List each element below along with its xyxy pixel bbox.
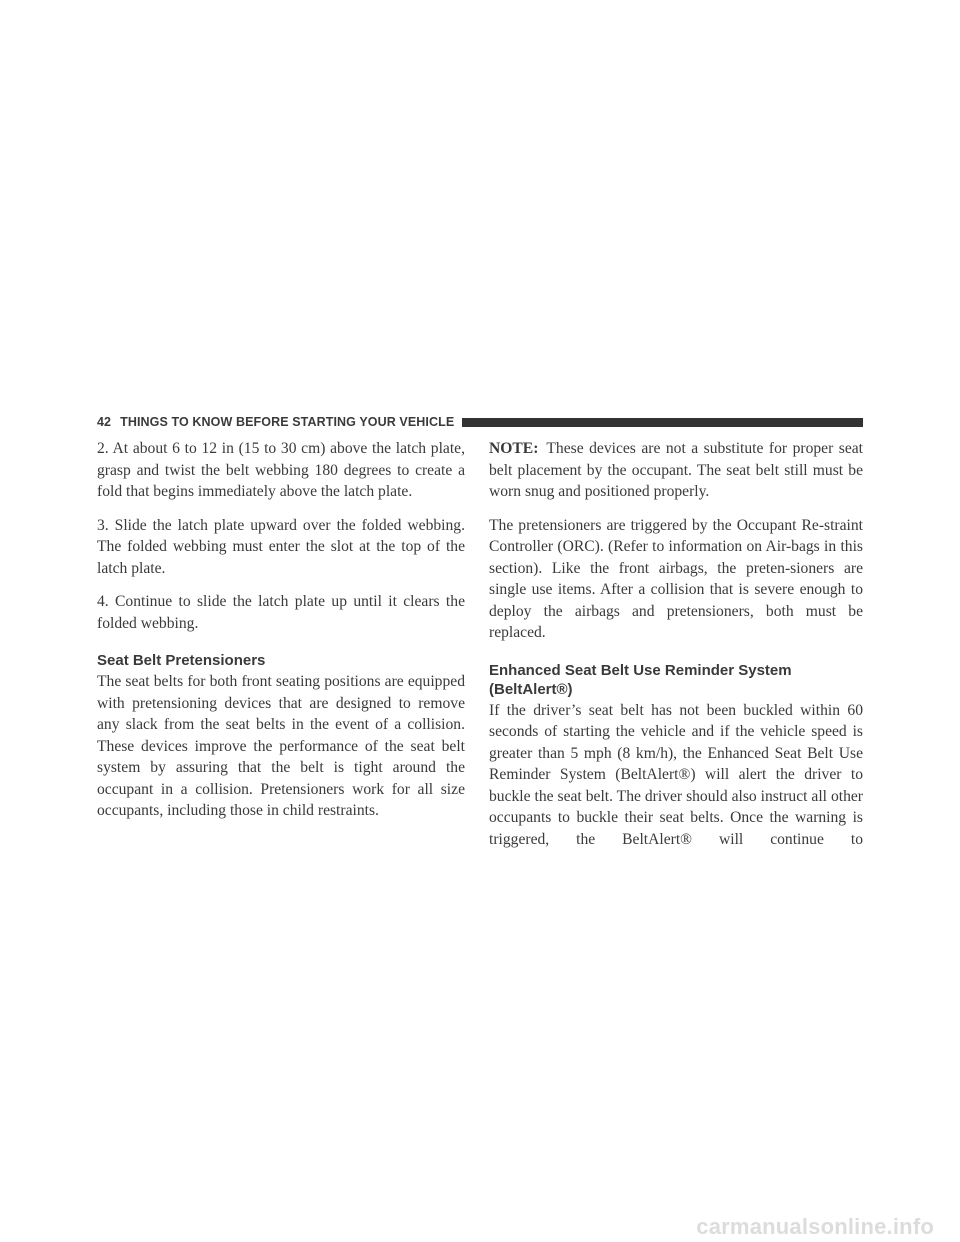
beltalert-heading xyxy=(489,661,863,699)
step-2-paragraph: 2. At about 6 to 12 in (15 to 30 cm) above the latch plate, grasp and twist the belt webbing 180 degrees to create a fold that begins immediately above the latch plate. xyxy=(97,440,465,500)
note-body: These devices are not a substitute for proper seat belt placement by the occupant. The seat belt still must be worn snug and positioned properly. xyxy=(489,440,863,500)
beltalert-heading-line1: Enhanced Seat Belt Use Reminder System xyxy=(489,661,792,679)
beltalert-body: If the driver’s seat belt has not been buckled within 60 seconds of starting the vehicle and if the vehicle speed is greater than 5 mph (8 km/h), the Enhanced Seat Belt Use Reminder System (BeltAlert®) will alert the driver to buckle the seat belt. The driver should also instruct all other occupants to buckle their seat belts. Once the warning is triggered, the BeltAlert® will continue to xyxy=(489,701,863,848)
note-label: NOTE: xyxy=(489,440,539,457)
section-title: THINGS TO KNOW BEFORE STARTING YOUR VEHICLE xyxy=(120,415,455,429)
page-header xyxy=(97,414,863,430)
watermark: carmanualsonline.info xyxy=(696,1214,934,1239)
beltalert-heading-line2: (BeltAlert®) xyxy=(489,680,573,698)
step-3-paragraph: 3. Slide the latch plate upward over the folded webbing. The folded webbing must enter the slot at the top of the latch plate. xyxy=(97,516,465,577)
header-rule xyxy=(462,418,863,427)
note-paragraph xyxy=(489,438,863,503)
right-column xyxy=(489,438,863,862)
step-4-paragraph: 4. Continue to slide the latch plate up until it clears the folded webbing. xyxy=(97,593,465,632)
pretensioner-trigger-paragraph: The pretensioners are triggered by the Occupant Re-straint Controller (ORC). (Refer to information on Air-bags in this section). Like the front airbags, the preten-sioners are single use items. After a collision that is severe enough to deploy the airbags and pretensioners, both must be replaced. xyxy=(489,516,863,641)
page-number: 42 xyxy=(97,415,112,429)
pretensioners-body: The seat belts for both front seating positions are equipped with pretensioning devices that are designed to remove any slack from the seat belts in the event of a collision. These devices improve the performance of the seat belt system by assuring that the belt is tight around the occupant in a collision. Pretensioners work for all size occupants, including those in child restraints. xyxy=(97,673,465,819)
pretensioners-heading: Seat Belt Pretensioners xyxy=(97,652,266,669)
left-column xyxy=(97,438,465,834)
